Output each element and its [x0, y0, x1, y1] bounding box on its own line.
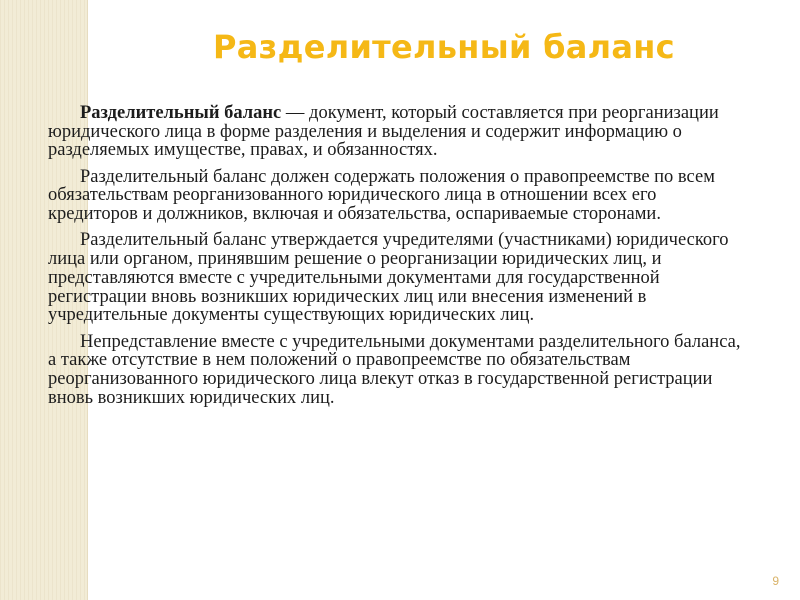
paragraph-succession: Разделительный баланс должен содержать положения о правопреемстве по всем обязательствам реорганизованного юридического лица в отношении всех его кредиторов и должников, включая и обязательства, оспариваемые сторонами. — [48, 166, 715, 225]
paragraph-refusal: Непредставление вместе с учредительными документами разделительного баланса, а также отсутствие в нем положений о правопреемстве по обязательствам реорганизованного юридического лица влекут отказ в государственной регистрации вновь возникших юридических лиц. — [48, 331, 741, 408]
definition-text: — документ, который составляется при реорганизации юридического лица в форме разделения и выделения и содержит информацию о разделяемых имуществе, правах, и обязанностях. — [48, 103, 719, 161]
slide-body — [48, 104, 748, 415]
page-number: 9 — [772, 574, 779, 588]
paragraph-definition — [48, 104, 748, 160]
defined-term: Разделительный баланс — [80, 103, 282, 123]
slide-title: Разделительный баланс — [213, 28, 675, 66]
paragraph-approval: Разделительный баланс утверждается учредителями (участниками) юридического лица или органом, принявшим решение о реорганизации юридических лиц, и представляются вместе с учредительными документами для государственной регистрации вновь возникших юридических лиц или внесения изменений в учредительные документы существующих юридических лиц. — [48, 230, 729, 326]
